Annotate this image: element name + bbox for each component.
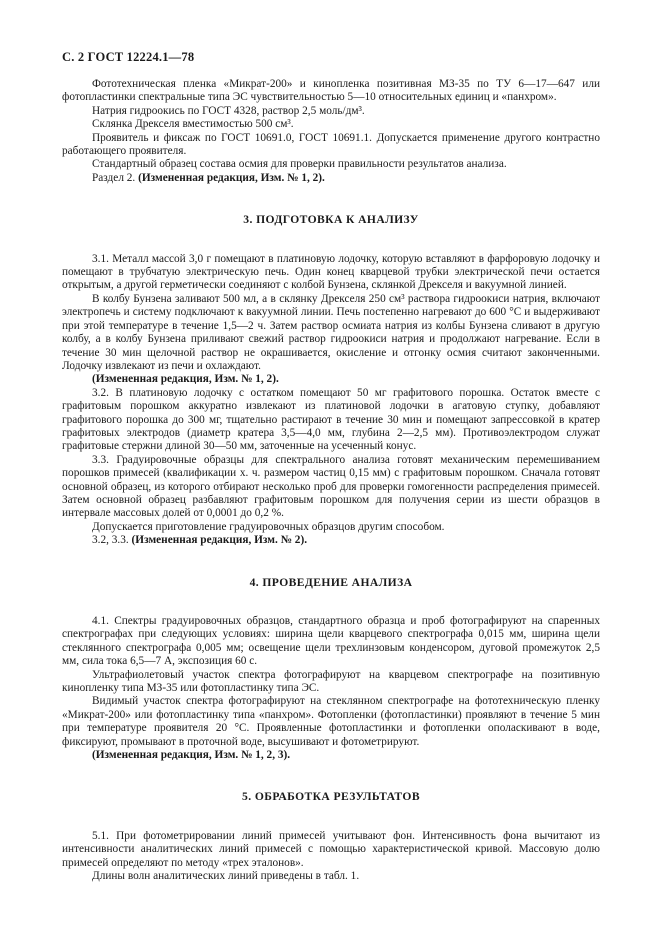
running-head: С. 2 ГОСТ 12224.1—78 bbox=[62, 50, 195, 64]
paragraph: Проявитель и фиксаж по ГОСТ 10691.0, ГОСТ 10691.1. Допускается применение другого контрастно работающего проявителя. bbox=[62, 131, 600, 158]
paragraph: Длины волн аналитических линий приведены в табл. 1. bbox=[92, 870, 360, 883]
amendment-text: (Измененная редакция, Изм. № 1, 2). bbox=[138, 171, 325, 184]
paragraph: Стандартный образец состава осмия для проверки правильности результатов анализа. bbox=[92, 158, 507, 171]
section-heading: 4. ПРОВЕДЕНИЕ АНАЛИЗА bbox=[249, 575, 413, 589]
amendment-note bbox=[62, 172, 600, 185]
section-heading: 3. ПОДГОТОВКА К АНАЛИЗУ bbox=[243, 213, 419, 227]
paragraph: Ультрафиолетовый участок спектра фотографируют на кварцевом спектрографе на позитивную кинопленку типа МЗ-35 или фотопластинку типа ЭС. bbox=[62, 668, 600, 695]
amendment-note bbox=[62, 534, 600, 547]
amendment-label: Раздел 2. bbox=[92, 171, 139, 184]
amendment-note: (Измененная редакция, Изм. № 1, 2, 3). bbox=[92, 749, 291, 762]
paragraph: В колбу Бунзена заливают 500 мл, а в склянку Дрекселя 250 см³ раствора гидроокиси натрия, включают электропечь и систему подключают к вакуумной линии. Печь постепенно нагревают до 600 °С и выдерживают при этой температуре в течение 1,5—2 ч. Затем раствор осмиата натрия из колбы Бунзена сливают в другую колбу, а в колбу Бунзена приливают свежий раствор гидроокиси натрия и продолжают нагревание. Если в течение 30 мин щелочной раствор не окрашивается, окисление и отгонку осмия считают законченными. Лодочку извлекают из печи и охлаждают. bbox=[62, 292, 600, 372]
document-body bbox=[62, 78, 600, 884]
paragraph: Фототехническая пленка «Микрат-200» и кинопленка позитивная МЗ-35 по ТУ 6—17—647 или фотопластинки спектральные типа ЭС чувствительностью 5—10 относительных единиц и «панхром». bbox=[62, 78, 600, 104]
paragraph: 3.1. Металл массой 3,0 г помещают в платиновую лодочку, которую вставляют в фарфоровую лодочку и помещают в трубчатую электрическую печь. Один конец кварцевой трубки электрической печи остается открытым, а другой герметически соединяют с колбой Бунзена, склянкой Дрекселя и вакуумной линией. bbox=[62, 252, 600, 292]
amendment-text: (Измененная редакция, Изм. № 2). bbox=[131, 534, 308, 547]
paragraph: Склянка Дрекселя вместимостью 500 см³. bbox=[92, 118, 294, 131]
amendment-note: (Измененная редакция, Изм. № 1, 2). bbox=[92, 373, 279, 386]
paragraph: 3.3. Градуировочные образцы для спектрального анализа готовят механическим перемешиванием порошков примесей (квалификации х. ч. размером частиц 0,15 мм) с графитовым порошком. Сначала готовят основной образец, из которого отбирают несколько проб для проверки гомогенности распределения примесей. Затем основной образец разбавляют графитовым порошком для получения серии из шести образцов в интервале массовых долей от 0,0001 до 0,2 %. bbox=[62, 453, 600, 520]
paragraph: 5.1. При фотометрировании линий примесей учитывают фон. Интенсивность фона вычитают из интенсивности аналитических линий примесей с помощью характеристической кривой. Массовую долю примесей определяют по методу «трех эталонов». bbox=[62, 829, 600, 869]
paragraph: Допускается приготовление градуировочных образцов другим способом. bbox=[92, 520, 445, 533]
paragraph: 4.1. Спектры градуировочных образцов, стандартного образца и проб фотографируют на спаренных спектрографах при следующих условиях: ширина щели кварцевого спектрографа 0,015 мм, ширина щели стеклянного спектрографа 0,005 мм; освещение щели трехлинзовым конденсором, дуговой промежуток 2,5 мм, сила тока 6,5—7 А, экспозиция 60 с. bbox=[62, 615, 600, 668]
paragraph: Видимый участок спектра фотографируют на стеклянном спектрографе на фототехническую пленку «Микрат-200» или фотопластинку типа «панхром». Фотопленки (фотопластинки) проявляют в течение 5 мин при температуре проявителя 20 °С. Проявленные фотопластинки и фотопленки ополаскивают в воде, фиксируют, промывают в проточной воде, высушивают и фотометрируют. bbox=[62, 695, 600, 748]
amendment-label: 3.2, 3.3. bbox=[92, 534, 132, 547]
paragraph: Натрия гидроокись по ГОСТ 4328, раствор 2,5 моль/дм³. bbox=[92, 104, 365, 117]
paragraph: 3.2. В платиновую лодочку с остатком помещают 50 мг графитового порошка. Остаток вместе с графитовым порошком аккуратно извлекают из платиновой лодочки в агатовую ступку, добавляют графитового порошка до 300 мг, тщательно растирают в течение 30 мин и помещают запрессовкой в кратер графитовых электродов (диаметр кратера 3,5—4,0 мм, глубина 2—2,5 мм). Противоэлектродом служат графитовые стержни длиной 30—50 мм, заточенные на усеченный конус. bbox=[62, 386, 600, 453]
section-heading: 5. ОБРАБОТКА РЕЗУЛЬТАТОВ bbox=[242, 790, 420, 804]
